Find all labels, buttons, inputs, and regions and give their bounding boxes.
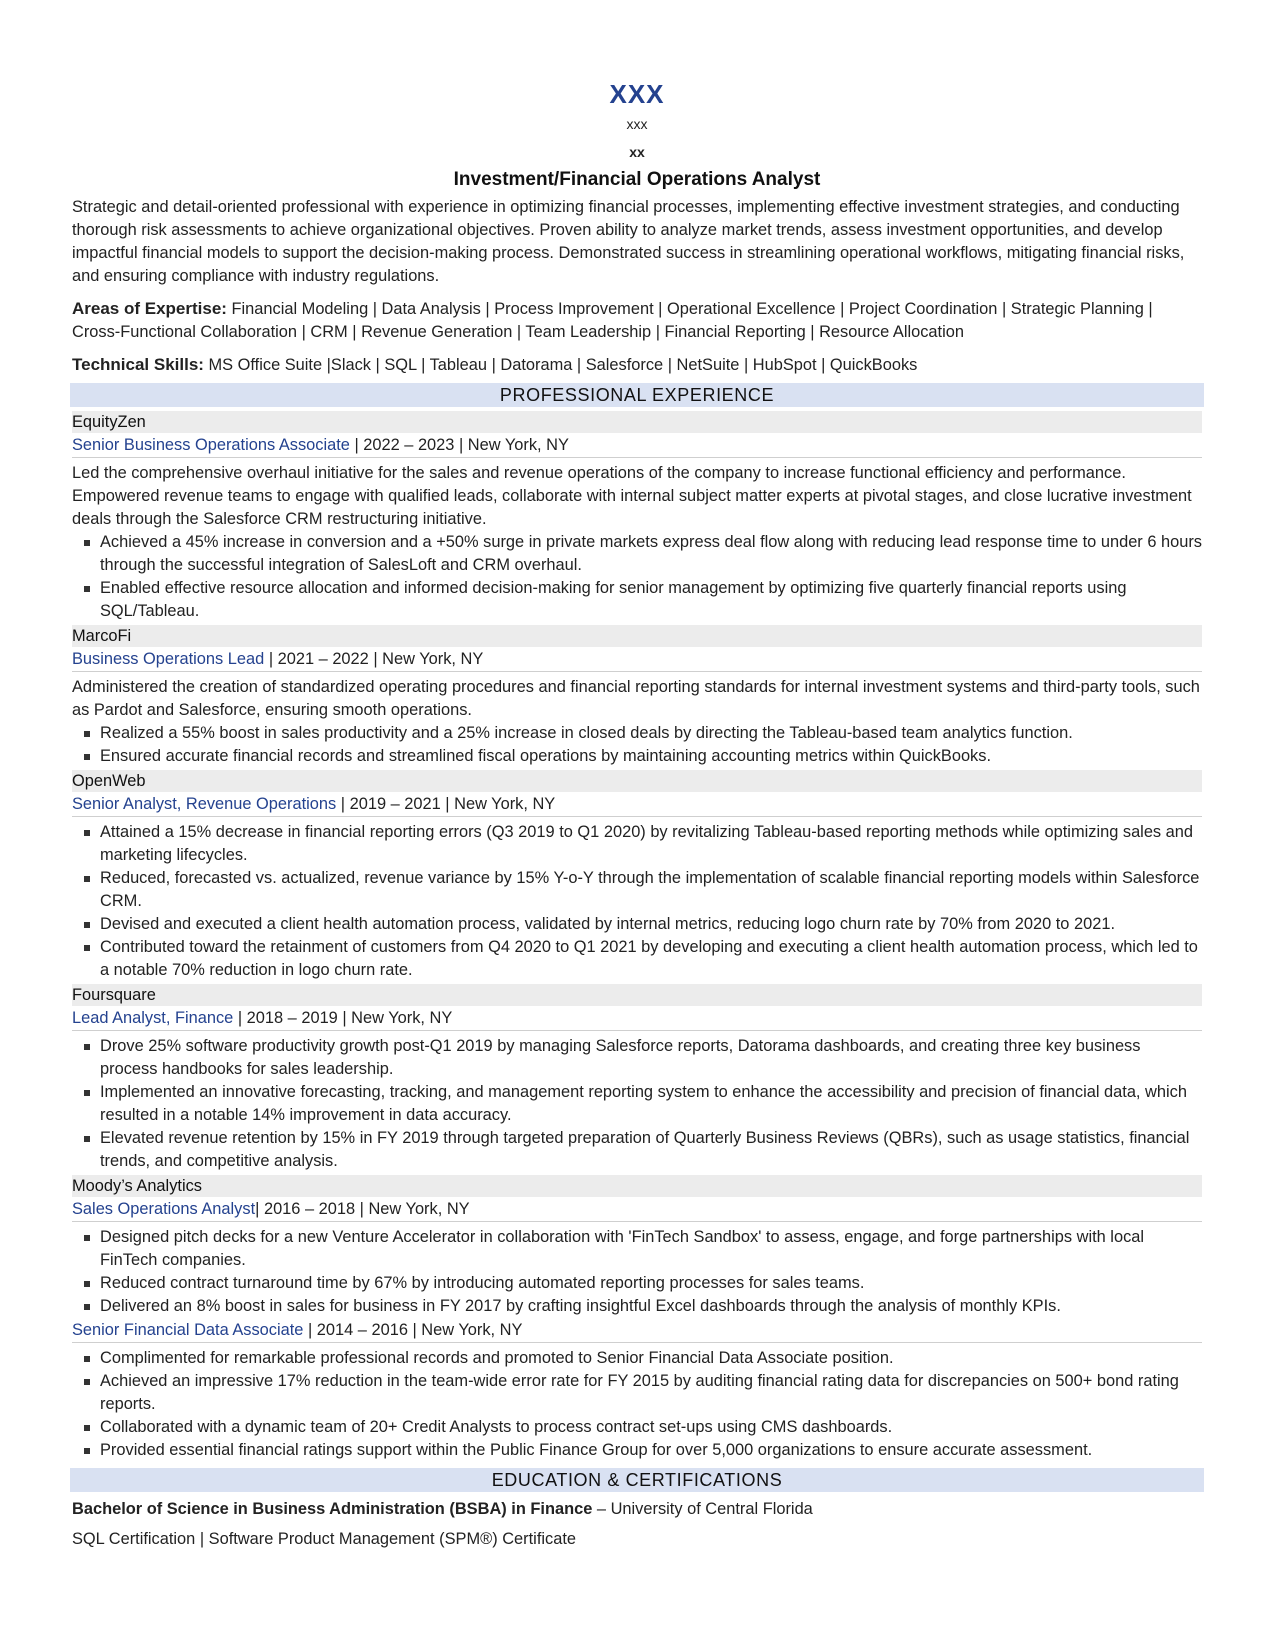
technical-skills — [72, 353, 1202, 377]
job-entry — [72, 984, 1202, 1173]
company-name: Foursquare — [72, 984, 1202, 1006]
achievement-list — [72, 531, 1202, 623]
job-title: Lead Analyst, Finance — [72, 1009, 234, 1027]
education-entry — [72, 1496, 1202, 1522]
role-line — [72, 1006, 1202, 1031]
achievement-item: Achieved an impressive 17% reduction in the team-wide error rate for FY 2015 by auditing financial rating data for discrepancies on 500+ bond rating reports. — [72, 1370, 1202, 1416]
areas-of-expertise — [72, 297, 1202, 344]
expertise-label: Areas of Expertise: — [72, 299, 227, 318]
certifications: SQL Certification | Software Product Management (SPM®) Certificate — [72, 1530, 576, 1548]
achievement-list — [72, 1226, 1202, 1318]
achievement-list — [72, 821, 1202, 982]
achievement-item: Realized a 55% boost in sales productivity and a 25% increase in closed deals by directing the Tableau-based team analytics function. — [72, 722, 1202, 745]
company-name: MarcoFi — [72, 625, 1202, 647]
company-name: OpenWeb — [72, 770, 1202, 792]
achievement-item: Drove 25% software productivity growth post-Q1 2019 by managing Salesforce reports, Datorama dashboards, and creating three key business process handbooks for sales leadership. — [72, 1035, 1202, 1081]
section-header-experience: PROFESSIONAL EXPERIENCE — [70, 383, 1204, 407]
job-dates-location: | 2018 – 2019 | New York, NY — [233, 1009, 453, 1027]
resume-headline: Investment/Financial Operations Analyst — [453, 169, 821, 190]
achievement-item: Reduced contract turnaround time by 67% by introducing automated reporting processes for sales teams. — [72, 1272, 1202, 1295]
job-dates-location: | 2014 – 2016 | New York, NY — [303, 1321, 523, 1339]
role-line — [72, 1318, 1202, 1343]
achievement-item: Reduced, forecasted vs. actualized, revenue variance by 15% Y-o-Y through the implementation of scalable financial reporting models within Salesforce CRM. — [72, 867, 1202, 913]
achievement-item: Collaborated with a dynamic team of 20+ Credit Analysts to process contract set-ups using CMS dashboards. — [72, 1416, 1202, 1439]
resume-page — [72, 78, 1202, 1552]
job-dates-location: | 2021 – 2022 | New York, NY — [264, 650, 484, 668]
achievement-list — [72, 722, 1202, 768]
role-line — [72, 1197, 1202, 1222]
achievement-item: Attained a 15% decrease in financial reporting errors (Q3 2019 to Q1 2020) by revitalizing Tableau-based reporting methods while optimizing sales and marketing lifecycles. — [72, 821, 1202, 867]
achievement-item: Contributed toward the retainment of customers from Q4 2020 to Q1 2021 by developing and executing a client health automation process, which led to a notable 70% reduction in logo churn rate. — [72, 936, 1202, 982]
job-title: Business Operations Lead — [72, 650, 265, 668]
candidate-name: XXX — [609, 79, 665, 109]
role-line — [72, 792, 1202, 817]
role-line — [72, 433, 1202, 458]
contact-info: xxx — [626, 116, 648, 132]
job-title: Sales Operations Analyst — [72, 1200, 256, 1218]
achievement-item: Enabled effective resource allocation and informed decision-making for senior management by optimizing five quarterly financial reports using SQL/Tableau. — [72, 577, 1202, 623]
job-entry — [72, 770, 1202, 982]
company-name: EquityZen — [72, 411, 1202, 433]
job-dates-location: | 2019 – 2021 | New York, NY — [336, 795, 556, 813]
achievement-list — [72, 1035, 1202, 1173]
section-header-education: EDUCATION & CERTIFICATIONS — [70, 1468, 1204, 1492]
achievement-item: Achieved a 45% increase in conversion and a +50% surge in private markets express deal flow along with reducing lead response time to under 6 hours through the successful integration of SalesLoft and CRM overhaul. — [72, 531, 1202, 577]
job-entry — [72, 1175, 1202, 1318]
achievement-item: Provided essential financial ratings support within the Public Finance Group for over 5,000 organizations to ensure accurate assessment. — [72, 1439, 1202, 1462]
technical-skills-text: MS Office Suite |Slack | SQL | Tableau | Datorama | Salesforce | NetSuite | HubSpot | QuickBooks — [208, 356, 918, 374]
job-entry — [72, 625, 1202, 768]
achievement-item: Elevated revenue retention by 15% in FY 2019 through targeted preparation of Quarterly Business Reviews (QBRs), such as usage statistics, financial trends, and competitive analysis. — [72, 1127, 1202, 1173]
job-description: Administered the creation of standardized operating procedures and financial reporting standards for internal investment systems and third-party tools, such as Pardot and Salesforce, ensuring smooth operations. — [72, 678, 1200, 719]
achievement-item: Complimented for remarkable professional records and promoted to Senior Financial Data Associate position. — [72, 1347, 1202, 1370]
role-line — [72, 647, 1202, 672]
achievement-item: Devised and executed a client health automation process, validated by internal metrics, reducing logo churn rate by 70% from 2020 to 2021. — [72, 913, 1202, 936]
job-dates-location: | 2022 – 2023 | New York, NY — [349, 436, 569, 454]
job-title: Senior Financial Data Associate — [72, 1321, 304, 1339]
job-title: Senior Business Operations Associate — [72, 436, 350, 454]
achievement-item: Ensured accurate financial records and streamlined fiscal operations by maintaining accounting metrics within QuickBooks. — [72, 745, 1202, 768]
job-description: Led the comprehensive overhaul initiative for the sales and revenue operations of the company to increase functional efficiency and performance. Empowered revenue teams to engage with qualified leads, collaborate with internal subject matter experts at pivotal stages, and close lucrative investment deals through the Salesforce CRM restructuring initiative. — [72, 464, 1192, 528]
achievement-item: Implemented an innovative forecasting, tracking, and management reporting system to enhance the accessibility and precision of financial data, which resulted in a notable 14% improvement in data accuracy. — [72, 1081, 1202, 1127]
job-entry — [72, 1318, 1202, 1462]
technical-skills-label: Technical Skills: — [72, 355, 204, 374]
job-entry — [72, 411, 1202, 623]
company-name: Moody’s Analytics — [72, 1175, 1202, 1197]
expertise-text: Financial Modeling | Data Analysis | Process Improvement | Operational Excellence | Project Coordination | Strategic Planning | Cross-Functional Collaboration | CRM | Revenue Generation | Team Leadership | Financial Reporting | Resource Allocation — [72, 300, 1153, 341]
degree: Bachelor of Science in Business Administration (BSBA) in Finance — [72, 1500, 593, 1518]
achievement-list — [72, 1347, 1202, 1462]
experience-list — [72, 411, 1202, 1462]
job-title: Senior Analyst, Revenue Operations — [72, 795, 337, 813]
contact-info-secondary: xx — [629, 144, 645, 160]
professional-summary: Strategic and detail-oriented professional with experience in optimizing financial processes, implementing effective investment strategies, and conducting thorough risk assessments to achieve organizational objectives. Proven ability to analyze market trends, assess investment opportunities, and develop impactful financial models to support the decision-making process. Demonstrated success in streamlining operational workflows, mitigating financial risks, and ensuring compliance with industry regulations. — [72, 198, 1185, 285]
achievement-item: Designed pitch decks for a new Venture Accelerator in collaboration with 'FinTech Sandbox' to assess, engage, and forge partnerships with local FinTech companies. — [72, 1226, 1202, 1272]
job-dates-location: | 2016 – 2018 | New York, NY — [255, 1200, 470, 1218]
school: – University of Central Florida — [592, 1500, 813, 1518]
achievement-item: Delivered an 8% boost in sales for business in FY 2017 by crafting insightful Excel dashboards through the analysis of monthly KPIs. — [72, 1295, 1202, 1318]
